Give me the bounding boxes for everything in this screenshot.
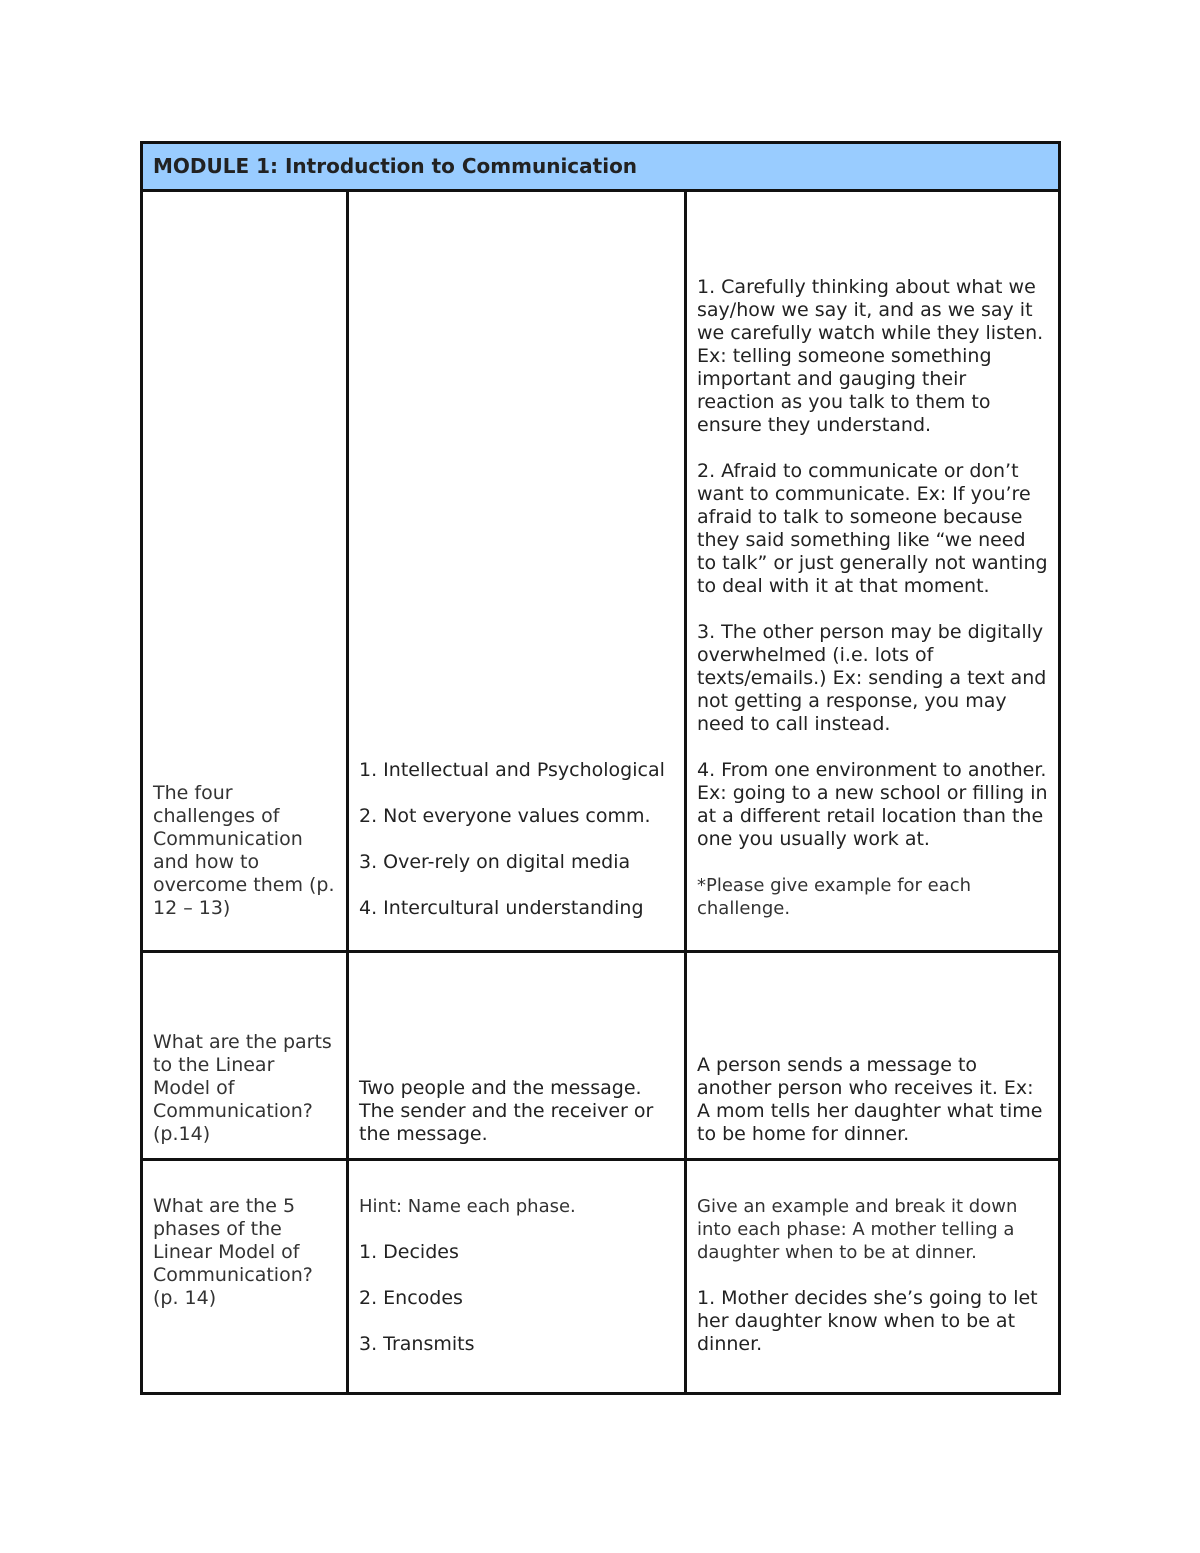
question-text: What are the parts to the Linear Model of Communication? (p.14): [153, 1031, 332, 1145]
phase-item: 3. Transmits: [359, 1333, 475, 1355]
question-text: The four challenges of Communication and how to overcome them (p. 12 – 13): [153, 782, 335, 919]
example-prompt: Give an example and break it down into each phase: A mother telling a daughter when to be at dinner.: [697, 1196, 1018, 1263]
example-cell: [686, 191, 1060, 952]
answer-cell: [348, 1160, 686, 1394]
answer-cell: [348, 191, 686, 952]
answer-item: 1. Intellectual and Psychological: [359, 759, 665, 781]
question-cell: [142, 191, 348, 952]
example-item: 1. Carefully thinking about what we say/how we say it, and as we say it we carefully watch while they listen. Ex: telling someone something important and gauging their reaction as you talk to them to ensure they understand.: [697, 276, 1044, 436]
module-title: MODULE 1: Introduction to Communication: [142, 143, 1060, 191]
question-cell: [142, 1160, 348, 1394]
answer-item: 2. Not everyone values comm.: [359, 805, 651, 827]
question-cell: [142, 952, 348, 1160]
phase-item: 2. Encodes: [359, 1287, 463, 1309]
question-text: What are the 5 phases of the Linear Model of Communication? (p. 14): [153, 1195, 313, 1309]
instruction-note: *Please give example for each challenge.: [697, 875, 972, 919]
module-table: [140, 141, 1061, 1395]
answer-text: Two people and the message. The sender and the receiver or the message.: [359, 1077, 654, 1145]
example-item: 1. Mother decides she’s going to let her daughter know when to be at dinner.: [697, 1287, 1038, 1355]
hint-text: Hint: Name each phase.: [359, 1196, 576, 1217]
answer-item: 4. Intercultural understanding: [359, 897, 644, 919]
table-row: [142, 952, 1060, 1160]
example-cell: [686, 952, 1060, 1160]
answer-cell: [348, 952, 686, 1160]
table-row: [142, 191, 1060, 952]
example-item: 3. The other person may be digitally overwhelmed (i.e. lots of texts/emails.) Ex: sending a text and not getting a response, you may need to call instead.: [697, 621, 1047, 735]
phase-item: 1. Decides: [359, 1241, 459, 1263]
example-item: 4. From one environment to another. Ex: going to a new school or filling in at a different retail location than the one you usually work at.: [697, 759, 1048, 850]
table-header-row: [142, 143, 1060, 191]
table-row: [142, 1160, 1060, 1394]
answer-item: 3. Over-rely on digital media: [359, 851, 631, 873]
example-text: A person sends a message to another person who receives it. Ex: A mom tells her daughter what time to be home for dinner.: [697, 1054, 1043, 1145]
example-item: 2. Afraid to communicate or don’t want to communicate. Ex: If you’re afraid to talk to someone because they said something like “we need to talk” or just generally not wanting to deal with it at that moment.: [697, 460, 1048, 597]
example-cell: [686, 1160, 1060, 1394]
